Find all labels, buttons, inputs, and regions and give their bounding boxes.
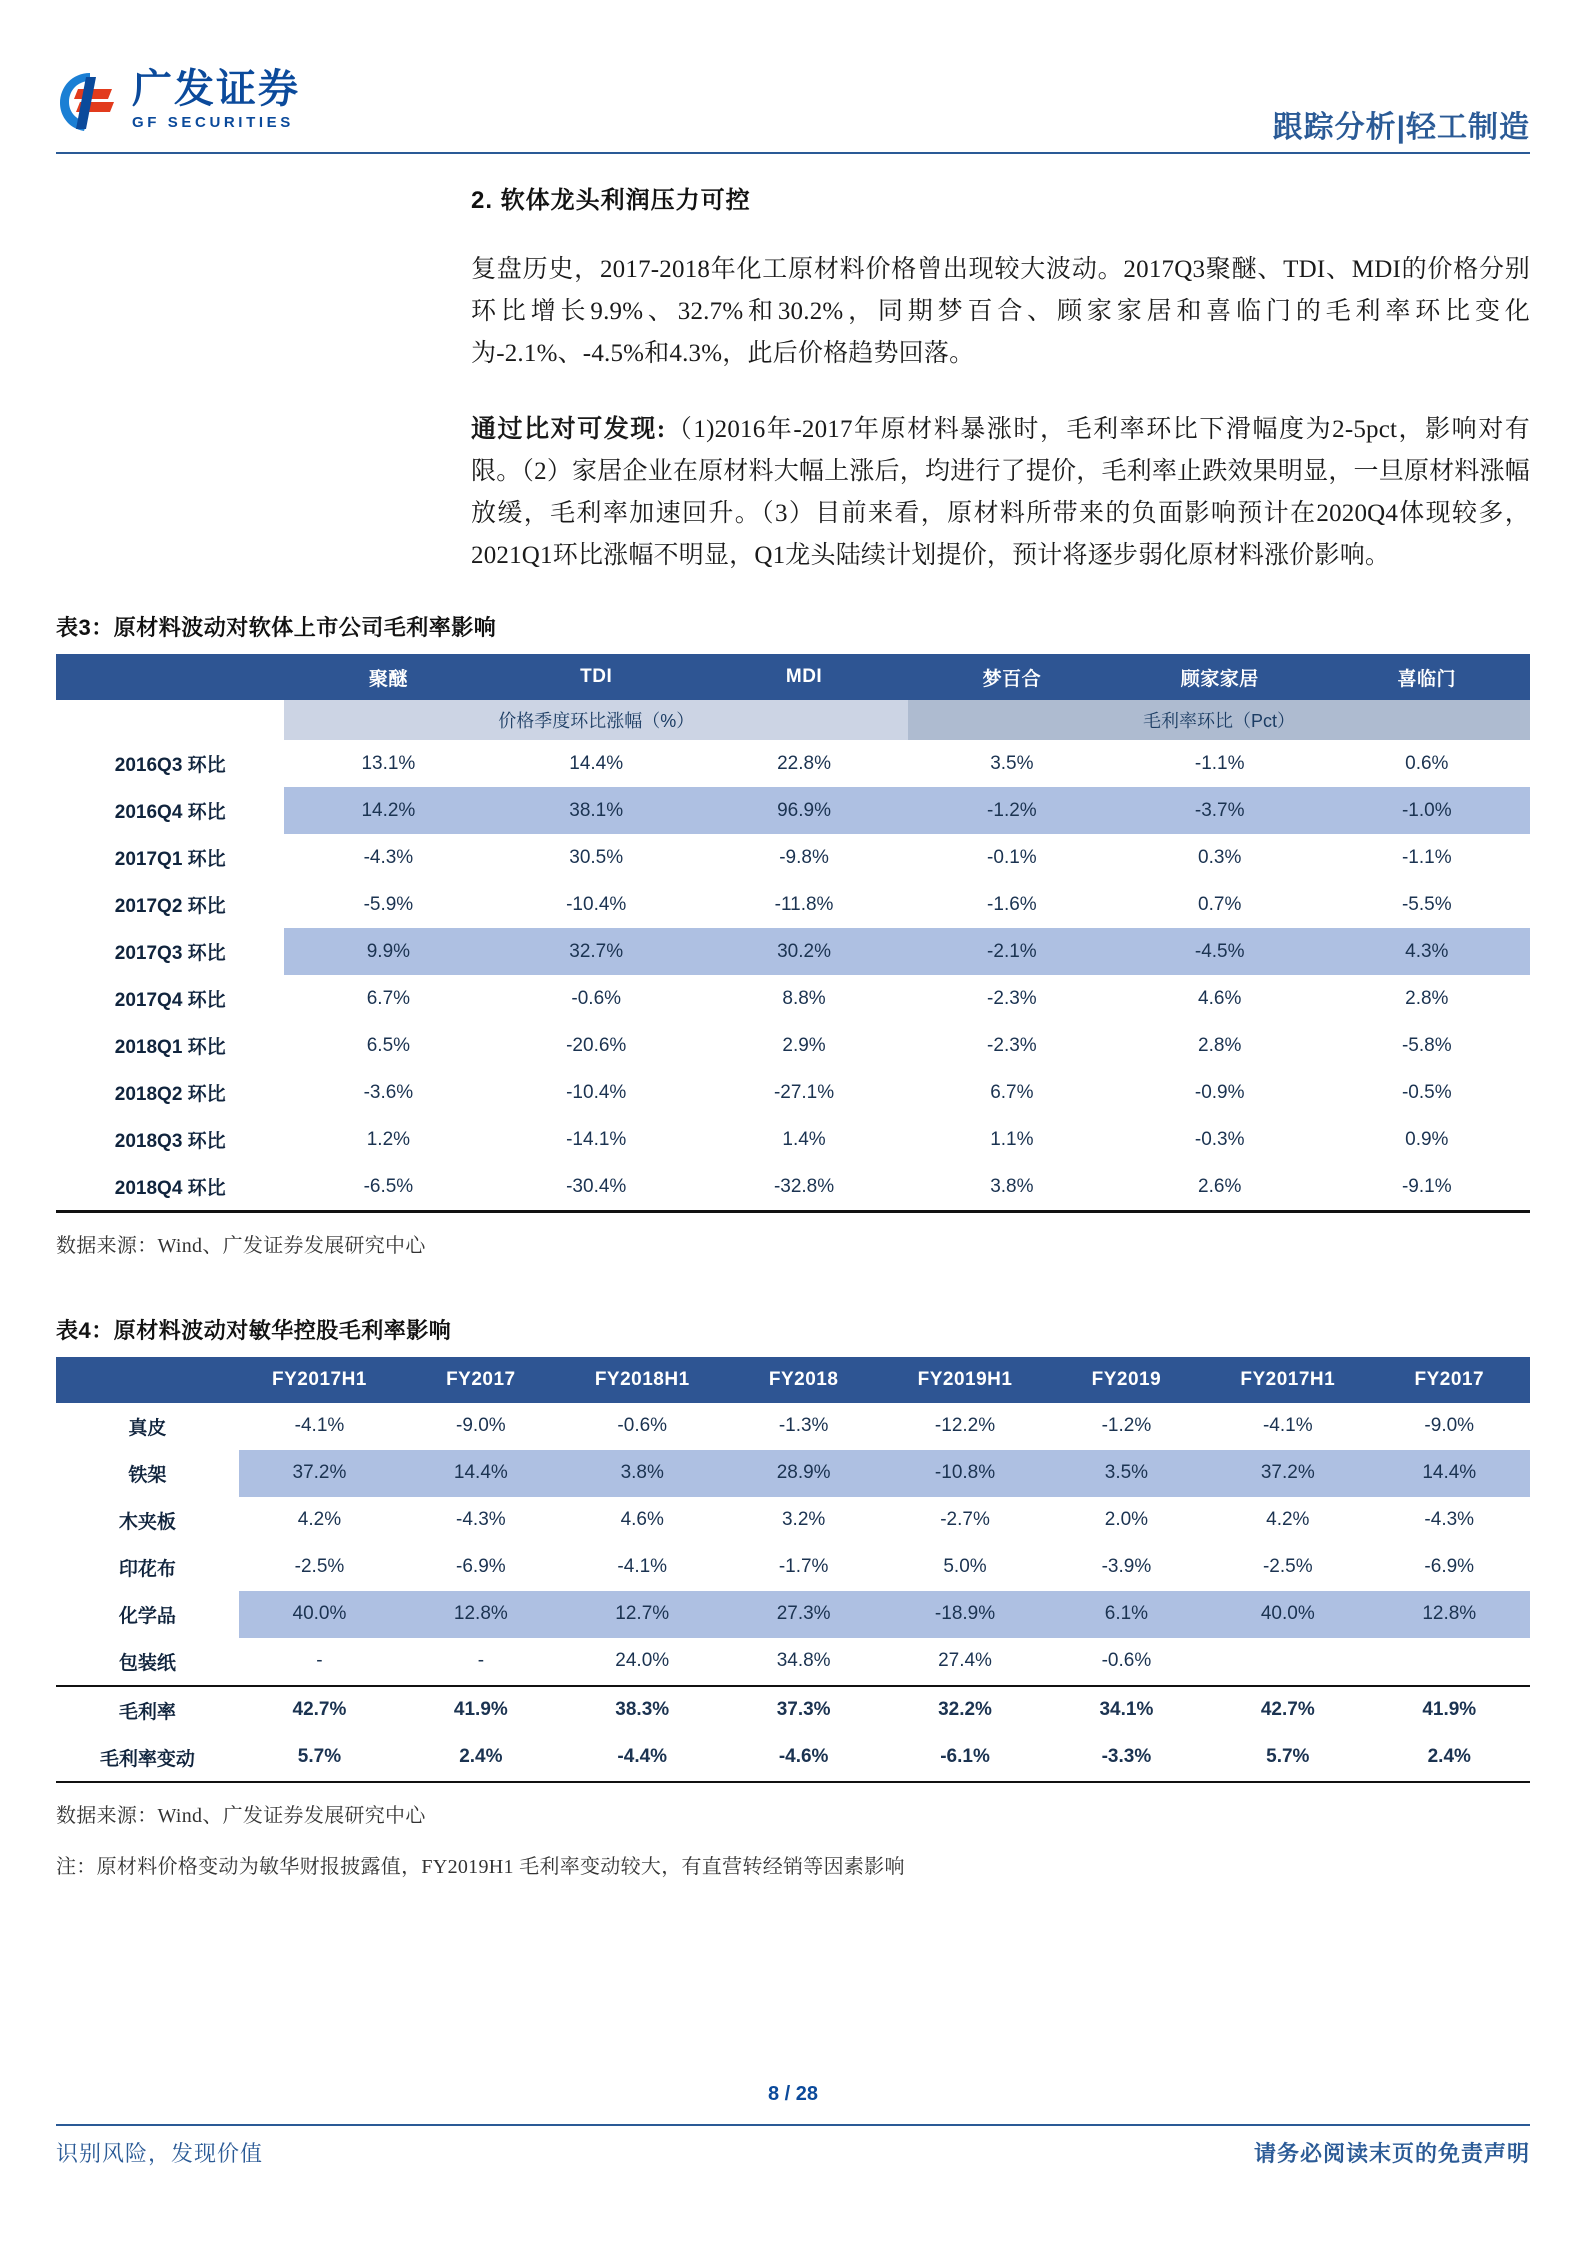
table4-cell: 3.5%: [1046, 1450, 1207, 1497]
table-row: [56, 740, 1530, 787]
table-row: [56, 1638, 1530, 1686]
table-row: [56, 1022, 1530, 1069]
table3-cell: -1.1%: [1194, 752, 1245, 774]
table3-group-header: 价格季度环比涨幅（%）: [284, 700, 907, 740]
table4-row-label: 包装纸: [118, 1652, 176, 1674]
table3-cell: 0.7%: [1198, 893, 1242, 915]
table4-cell: -1.2%: [1101, 1415, 1152, 1436]
table4-row-label: 毛利率: [56, 1686, 239, 1734]
table4-row-label: 毛利率变动: [99, 1748, 195, 1770]
page-header: [56, 58, 1530, 150]
table-row: [56, 1450, 1530, 1497]
table3-block: [56, 611, 1530, 1258]
table4-cell: 38.3%: [562, 1686, 723, 1734]
table4-cell: 27.3%: [723, 1591, 884, 1638]
table-row: [56, 1163, 1530, 1210]
table3-cell: -4.3%: [363, 846, 414, 868]
table4-cell: 5.0%: [943, 1556, 987, 1577]
table3-cell: -10.4%: [566, 1081, 627, 1103]
table-row: [56, 1403, 1530, 1450]
table3-cell: -1.2%: [908, 787, 1116, 834]
table4-header-cell: [56, 1357, 239, 1403]
table4-cell: -0.6%: [617, 1415, 668, 1436]
brand-logo: [56, 68, 300, 135]
table4-cell: -18.9%: [884, 1591, 1045, 1638]
table4-header-cell: FY2017H1: [1207, 1357, 1368, 1403]
table3-cell: 96.9%: [700, 787, 908, 834]
table4-row-label: 印花布: [118, 1558, 176, 1580]
table4-header-cell: FY2017H1: [239, 1357, 400, 1403]
table3-cell: 4.6%: [1198, 987, 1242, 1009]
table3-cell: -5.5%: [1401, 893, 1452, 915]
table4-cell: 28.9%: [723, 1450, 884, 1497]
table3-cell: 2.8%: [1405, 987, 1449, 1009]
table-row: [56, 1544, 1530, 1591]
table3-cell: -9.8%: [779, 846, 829, 868]
table3-header-cell: 梦百合: [908, 654, 1116, 700]
table4-cell: -9.0%: [1424, 1415, 1475, 1436]
table4-cell: 37.2%: [239, 1450, 400, 1497]
table4-cell: -4.1%: [617, 1556, 668, 1577]
table4-cell: 3.8%: [562, 1450, 723, 1497]
footer-divider: [56, 2124, 1530, 2126]
table3-cell: 0.3%: [1198, 846, 1242, 868]
table4-cell: 3.2%: [781, 1509, 826, 1530]
table3-row-label: 2017Q2 环比: [114, 896, 226, 917]
table3-cell: -0.3%: [1194, 1128, 1245, 1150]
table3-cell: 8.8%: [782, 987, 826, 1009]
table3-row-label: 2018Q1 环比: [114, 1037, 226, 1058]
table3-row-label: 2018Q4 环比: [114, 1178, 226, 1199]
paragraph-2-rest: （1)2016年-2017年原材料暴涨时，毛利率环比下滑幅度为2-5pct，影响对有限。（2）家居企业在原材料大幅上涨后，均进行了提价，毛利率止跌效果明显，一旦原材料涨幅放缓，毛利率加速回升。（3）目前来看，原材料所带来的负面影响预计在2020Q4体现较多，2021Q1环比涨幅不明显，Q1龙头陆续计划提价，预计将逐步弱化原材料涨价影响。: [471, 416, 1531, 569]
table3-header-cell: 聚醚: [284, 654, 492, 700]
table3-cell: -11.8%: [774, 893, 834, 915]
table4-cell: 41.9%: [400, 1686, 561, 1734]
table4-cell: 41.9%: [1369, 1686, 1531, 1734]
table3-cell: 32.7%: [492, 928, 700, 975]
table4-cell: 14.4%: [1369, 1450, 1531, 1497]
table4-header-cell: FY2017: [400, 1357, 561, 1403]
table4-cell: [1207, 1638, 1368, 1686]
table4-cell: -: [477, 1650, 485, 1671]
table3-cell: -10.4%: [566, 893, 627, 915]
brand-name-en: GF SECURITIES: [132, 114, 294, 131]
table3-cell: -20.6%: [566, 1034, 627, 1056]
table4-cell: -0.6%: [1101, 1650, 1152, 1671]
table4-cell: -6.9%: [1424, 1556, 1475, 1577]
table4-header-cell: FY2018H1: [562, 1357, 723, 1403]
table3-cell: -0.9%: [1194, 1081, 1245, 1103]
table4-cell: 24.0%: [615, 1650, 670, 1671]
table4-cell: 4.2%: [297, 1509, 342, 1530]
table4-header-cell: FY2019H1: [884, 1357, 1045, 1403]
table4-cell: 4.2%: [1266, 1509, 1310, 1530]
table-row: [56, 1497, 1530, 1544]
table4-cell: 12.8%: [400, 1591, 561, 1638]
brand-wordmark: [132, 68, 300, 135]
table3-cell: 1.2%: [366, 1128, 411, 1150]
table4-body: [56, 1403, 1530, 1781]
table4-cell: 4.6%: [620, 1509, 664, 1530]
table3-cell: 6.5%: [366, 1034, 411, 1056]
table4-cell: 37.2%: [1207, 1450, 1368, 1497]
table4-cell: -2.7%: [940, 1509, 990, 1530]
table4-cell: 37.3%: [723, 1686, 884, 1734]
brand-name-cn: 广发证券: [132, 67, 300, 111]
table4-cell: 14.4%: [400, 1450, 561, 1497]
gf-logo-icon: [56, 69, 122, 135]
table3-cell: 4.3%: [1324, 928, 1530, 975]
table4-cell: -2.5%: [294, 1556, 345, 1577]
table3-cell: 14.4%: [569, 752, 624, 774]
table-row: [56, 1069, 1530, 1116]
table4-row-label: 真皮: [128, 1417, 167, 1439]
table4-row-label: 铁架: [56, 1450, 239, 1497]
table-row: [56, 881, 1530, 928]
table4-cell: 2.0%: [1104, 1509, 1149, 1530]
table4-cell: -6.1%: [940, 1746, 990, 1767]
table3-cell: 2.8%: [1198, 1034, 1242, 1056]
table4-cell: -4.4%: [617, 1746, 668, 1767]
table3-cell: 30.5%: [569, 846, 624, 868]
table3-group-header: 毛利率环比（Pct）: [908, 700, 1530, 740]
table3-cell: -2.1%: [908, 928, 1116, 975]
table3-cell: 0.6%: [1405, 752, 1449, 774]
table-row: [56, 1591, 1530, 1638]
table4-cell: -9.0%: [456, 1415, 506, 1436]
table3-cell: 2.6%: [1198, 1175, 1242, 1197]
table3-cell: -0.1%: [987, 846, 1037, 868]
table4-cell: 2.4%: [1427, 1746, 1471, 1767]
footer-slogan: 识别风险，发现价值: [56, 2141, 264, 2166]
table4-block: [56, 1314, 1530, 1880]
table4-cell: [1369, 1638, 1531, 1686]
table4-cell: 34.1%: [1046, 1686, 1207, 1734]
table3-cell: 0.9%: [1405, 1128, 1449, 1150]
table3-cell: -4.5%: [1116, 928, 1324, 975]
table3-header-cell: TDI: [492, 654, 700, 700]
table3-cell: 14.2%: [284, 787, 492, 834]
table3-cell: 6.7%: [990, 1081, 1034, 1103]
table4-cell: -1.3%: [778, 1415, 829, 1436]
table4-cell: -3.3%: [1101, 1746, 1152, 1767]
table3-body: [56, 740, 1530, 1210]
table4-cell: -1.7%: [778, 1556, 829, 1577]
table3-row-label: 2017Q3 环比: [56, 928, 284, 975]
table4-cell: 6.1%: [1046, 1591, 1207, 1638]
table4-header-cell: FY2018: [723, 1357, 884, 1403]
table4-cell: -3.9%: [1101, 1556, 1152, 1577]
table3-row-label: 2018Q2 环比: [114, 1084, 226, 1105]
table4-cell: -4.1%: [294, 1415, 345, 1436]
table-row: [56, 1734, 1530, 1781]
table-row: [56, 834, 1530, 881]
paragraph-2: [471, 409, 1530, 577]
table4-bottom-rule: [56, 1781, 1530, 1784]
table3: [56, 654, 1530, 1210]
table3-row-label: 2018Q3 环比: [114, 1131, 226, 1152]
table3-group-corner: [56, 700, 284, 740]
table4-cell: -6.9%: [456, 1556, 506, 1577]
table4-cell: -4.1%: [1262, 1415, 1313, 1436]
table3-cell: -32.8%: [773, 1175, 835, 1197]
table3-cell: -1.6%: [987, 893, 1037, 915]
table3-cell: -1.1%: [1401, 846, 1452, 868]
table3-header-cell: 顾家家居: [1116, 654, 1324, 700]
table4-cell: -2.5%: [1262, 1556, 1313, 1577]
table4-cell: 27.4%: [938, 1650, 992, 1671]
table4-header-cell: FY2019: [1046, 1357, 1207, 1403]
table3-header-cell: 喜临门: [1324, 654, 1530, 700]
table3-cell: -5.9%: [363, 893, 414, 915]
table3-source: 数据来源：Wind、广发证券发展研究中心: [56, 1234, 426, 1257]
page-number: 8 / 28: [767, 2083, 819, 2105]
table4-cell: 34.8%: [776, 1650, 831, 1671]
footer-disclaimer: 请务必阅读末页的免责声明: [1253, 2141, 1530, 2166]
table4-cell: 12.8%: [1369, 1591, 1531, 1638]
table3-row-label: 2016Q3 环比: [114, 755, 226, 776]
table3-group-header-row: [56, 700, 1530, 740]
table-row: [56, 1686, 1530, 1734]
page-content: [56, 180, 1530, 1879]
table4-header-row: [56, 1357, 1530, 1403]
table4-cell: 5.7%: [1266, 1746, 1310, 1767]
table3-cell: -6.5%: [363, 1175, 414, 1197]
table-row: [56, 1116, 1530, 1163]
table4-cell: 12.7%: [562, 1591, 723, 1638]
table4-row-label: 化学品: [56, 1591, 239, 1638]
table3-cell: -30.4%: [566, 1175, 627, 1197]
table4-header-cell: FY2017: [1369, 1357, 1531, 1403]
table3-cell: -27.1%: [773, 1081, 835, 1103]
table4-cell: -12.2%: [934, 1415, 996, 1436]
table4-cell: -4.6%: [778, 1746, 829, 1767]
table3-header-row: [56, 654, 1530, 700]
table3-cell: 3.8%: [990, 1175, 1034, 1197]
table4-cell: 32.2%: [884, 1686, 1045, 1734]
table3-cell: -5.8%: [1401, 1034, 1452, 1056]
table4-cell: 42.7%: [239, 1686, 400, 1734]
table3-cell: 3.5%: [990, 752, 1034, 774]
paragraph-1: 复盘历史，2017-2018年化工原材料价格曾出现较大波动。2017Q3聚醚、TDI、MDI的价格分别环比增长9.9%、32.7%和30.2%，同期梦百合、顾家家居和喜临门的毛利率环比变化为-2.1%、-4.5%和4.3%，此后价格趋势回落。: [471, 256, 1530, 367]
table3-cell: 22.8%: [777, 752, 831, 774]
table3-cell: 9.9%: [284, 928, 492, 975]
table4-cell: 40.0%: [239, 1591, 400, 1638]
table3-header-cell: [56, 654, 284, 700]
table4-cell: -: [316, 1650, 323, 1671]
table4-cell: 40.0%: [1207, 1591, 1368, 1638]
table4-row-label: 木夹板: [118, 1511, 176, 1533]
paragraph-2-lead: 通过比对可发现:: [471, 416, 666, 443]
table3-cell: 2.9%: [782, 1034, 826, 1056]
table3-cell: -3.7%: [1116, 787, 1324, 834]
table-row: [56, 787, 1530, 834]
table4-cell: 42.7%: [1207, 1686, 1368, 1734]
table4-note: 注：原材料价格变动为敏华财报披露值，FY2019H1 毛利率变动较大，有直营转经销等因素影响: [56, 1856, 905, 1878]
table4: [56, 1357, 1530, 1781]
table4-source: 数据来源：Wind、广发证券发展研究中心: [56, 1805, 426, 1827]
table3-caption: 表3：原材料波动对软体上市公司毛利率影响: [56, 615, 497, 640]
table3-cell: -14.1%: [566, 1128, 627, 1150]
table3-row-label: 2016Q4 环比: [56, 787, 284, 834]
table3-cell: -2.3%: [987, 987, 1037, 1009]
table-row: [56, 928, 1530, 975]
table3-cell: -1.0%: [1324, 787, 1530, 834]
table3-cell: 1.4%: [782, 1128, 826, 1150]
table4-cell: -4.3%: [456, 1509, 506, 1530]
header-title: 跟踪分析|轻工制造: [1272, 111, 1530, 144]
table4-cell: -10.8%: [884, 1450, 1045, 1497]
table-row: [56, 975, 1530, 1022]
table3-cell: 30.2%: [700, 928, 908, 975]
table4-cell: -4.3%: [1424, 1509, 1475, 1530]
table4-cell: 2.4%: [459, 1746, 503, 1767]
table3-row-label: 2017Q1 环比: [114, 849, 226, 870]
table3-bottom-rule: [56, 1210, 1530, 1213]
table4-cell: 5.7%: [297, 1746, 342, 1767]
table3-cell: -3.6%: [363, 1081, 414, 1103]
table3-cell: -0.6%: [571, 987, 622, 1009]
table3-cell: 38.1%: [492, 787, 700, 834]
table4-caption: 表4：原材料波动对敏华控股毛利率影响: [56, 1317, 452, 1343]
table3-row-label: 2017Q4 环比: [114, 990, 226, 1011]
table3-cell: 1.1%: [990, 1128, 1034, 1150]
section-heading: 2. 软体龙头利润压力可控: [471, 187, 751, 214]
table3-cell: -9.1%: [1401, 1175, 1452, 1197]
table3-header-cell: MDI: [700, 654, 908, 700]
table3-cell: 13.1%: [361, 752, 416, 774]
table3-cell: -2.3%: [987, 1034, 1037, 1056]
table3-cell: -0.5%: [1401, 1081, 1452, 1103]
header-divider: [56, 152, 1530, 154]
table3-cell: 6.7%: [366, 987, 411, 1009]
